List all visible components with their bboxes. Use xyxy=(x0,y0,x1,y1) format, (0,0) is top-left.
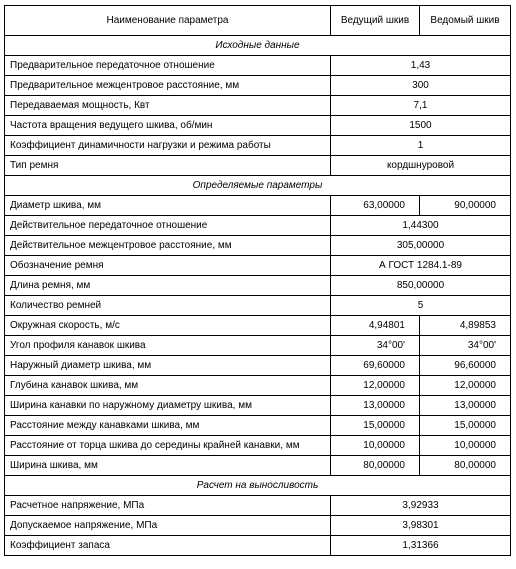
driven-pulley-value: 96,60000 xyxy=(420,356,511,376)
parameter-value: 300 xyxy=(331,76,511,96)
parameter-label: Угол профиля канавок шкива xyxy=(5,336,331,356)
parameter-label: Наружный диаметр шкива, мм xyxy=(5,356,331,376)
parameter-value: 1500 xyxy=(331,116,511,136)
parameter-label: Коэффициент динамичности нагрузки и режима работы xyxy=(5,136,331,156)
table-row xyxy=(5,256,511,276)
header-row xyxy=(5,6,511,36)
parameter-value: 850,00000 xyxy=(331,276,511,296)
parameter-value: 1,44300 xyxy=(331,216,511,236)
table-row xyxy=(5,276,511,296)
parameter-label: Диаметр шкива, мм xyxy=(5,196,331,216)
table-row xyxy=(5,496,511,516)
table-row xyxy=(5,76,511,96)
driven-pulley-value: 13,00000 xyxy=(420,396,511,416)
table-row xyxy=(5,336,511,356)
parameter-label: Действительное межцентровое расстояние, мм xyxy=(5,236,331,256)
driven-pulley-value: 80,00000 xyxy=(420,456,511,476)
header-driven-pulley: Ведомый шкив xyxy=(420,6,511,36)
drive-pulley-value: 63,00000 xyxy=(331,196,420,216)
table-row xyxy=(5,416,511,436)
table-row xyxy=(5,56,511,76)
parameter-label: Действительное передаточное отношение xyxy=(5,216,331,236)
table-body xyxy=(5,36,511,556)
parameter-label: Длина ремня, мм xyxy=(5,276,331,296)
parameter-label: Допускаемое напряжение, МПа xyxy=(5,516,331,536)
driven-pulley-value: 90,00000 xyxy=(420,196,511,216)
section-title: Определяемые параметры xyxy=(5,176,511,196)
section-title: Исходные данные xyxy=(5,36,511,56)
parameter-value: 3,92933 xyxy=(331,496,511,516)
parameter-label: Расстояние от торца шкива до середины крайней канавки, мм xyxy=(5,436,331,456)
drive-pulley-value: 80,00000 xyxy=(331,456,420,476)
driven-pulley-value: 10,00000 xyxy=(420,436,511,456)
table-row xyxy=(5,536,511,556)
table-row xyxy=(5,376,511,396)
drive-pulley-value: 4,94801 xyxy=(331,316,420,336)
drive-pulley-value: 10,00000 xyxy=(331,436,420,456)
drive-pulley-value: 15,00000 xyxy=(331,416,420,436)
drive-pulley-value: 34°00' xyxy=(331,336,420,356)
section-header-row xyxy=(5,476,511,496)
parameter-label: Расстояние между канавками шкива, мм xyxy=(5,416,331,436)
parameter-value: кордшнуровой xyxy=(331,156,511,176)
section-title: Расчет на выносливость xyxy=(5,476,511,496)
drive-pulley-value: 12,00000 xyxy=(331,376,420,396)
table-row xyxy=(5,516,511,536)
table-row xyxy=(5,236,511,256)
parameter-value: А ГОСТ 1284.1-89 xyxy=(331,256,511,276)
driven-pulley-value: 34°00' xyxy=(420,336,511,356)
parameter-value: 1,43 xyxy=(331,56,511,76)
parameter-value: 305,00000 xyxy=(331,236,511,256)
parameter-value: 3,98301 xyxy=(331,516,511,536)
table-row xyxy=(5,96,511,116)
parameter-label: Обозначение ремня xyxy=(5,256,331,276)
drive-pulley-value: 13,00000 xyxy=(331,396,420,416)
table-row xyxy=(5,116,511,136)
table-row xyxy=(5,296,511,316)
belt-drive-parameters-table xyxy=(4,5,511,556)
parameter-label: Количество ремней xyxy=(5,296,331,316)
table-row xyxy=(5,136,511,156)
parameter-label: Окружная скорость, м/с xyxy=(5,316,331,336)
parameter-value: 1,31366 xyxy=(331,536,511,556)
driven-pulley-value: 12,00000 xyxy=(420,376,511,396)
parameter-label: Коэффициент запаса xyxy=(5,536,331,556)
drive-pulley-value: 69,60000 xyxy=(331,356,420,376)
parameter-label: Ширина канавки по наружному диаметру шкива, мм xyxy=(5,396,331,416)
parameter-label: Ширина шкива, мм xyxy=(5,456,331,476)
header-parameter-name: Наименование параметра xyxy=(5,6,331,36)
section-header-row xyxy=(5,176,511,196)
parameter-value: 1 xyxy=(331,136,511,156)
parameter-label: Предварительное межцентровое расстояние, мм xyxy=(5,76,331,96)
parameter-value: 5 xyxy=(331,296,511,316)
table-row xyxy=(5,396,511,416)
header-drive-pulley: Ведущий шкив xyxy=(331,6,420,36)
parameter-label: Передаваемая мощность, Квт xyxy=(5,96,331,116)
parameter-label: Предварительное передаточное отношение xyxy=(5,56,331,76)
table-row xyxy=(5,356,511,376)
table-row xyxy=(5,196,511,216)
parameter-label: Частота вращения ведущего шкива, об/мин xyxy=(5,116,331,136)
table-row xyxy=(5,216,511,236)
parameter-label: Расчетное напряжение, МПа xyxy=(5,496,331,516)
table-row xyxy=(5,456,511,476)
parameter-label: Глубина канавок шкива, мм xyxy=(5,376,331,396)
parameter-label: Тип ремня xyxy=(5,156,331,176)
section-header-row xyxy=(5,36,511,56)
table-row xyxy=(5,156,511,176)
driven-pulley-value: 4,89853 xyxy=(420,316,511,336)
table-row xyxy=(5,436,511,456)
driven-pulley-value: 15,00000 xyxy=(420,416,511,436)
table-row xyxy=(5,316,511,336)
parameter-value: 7,1 xyxy=(331,96,511,116)
